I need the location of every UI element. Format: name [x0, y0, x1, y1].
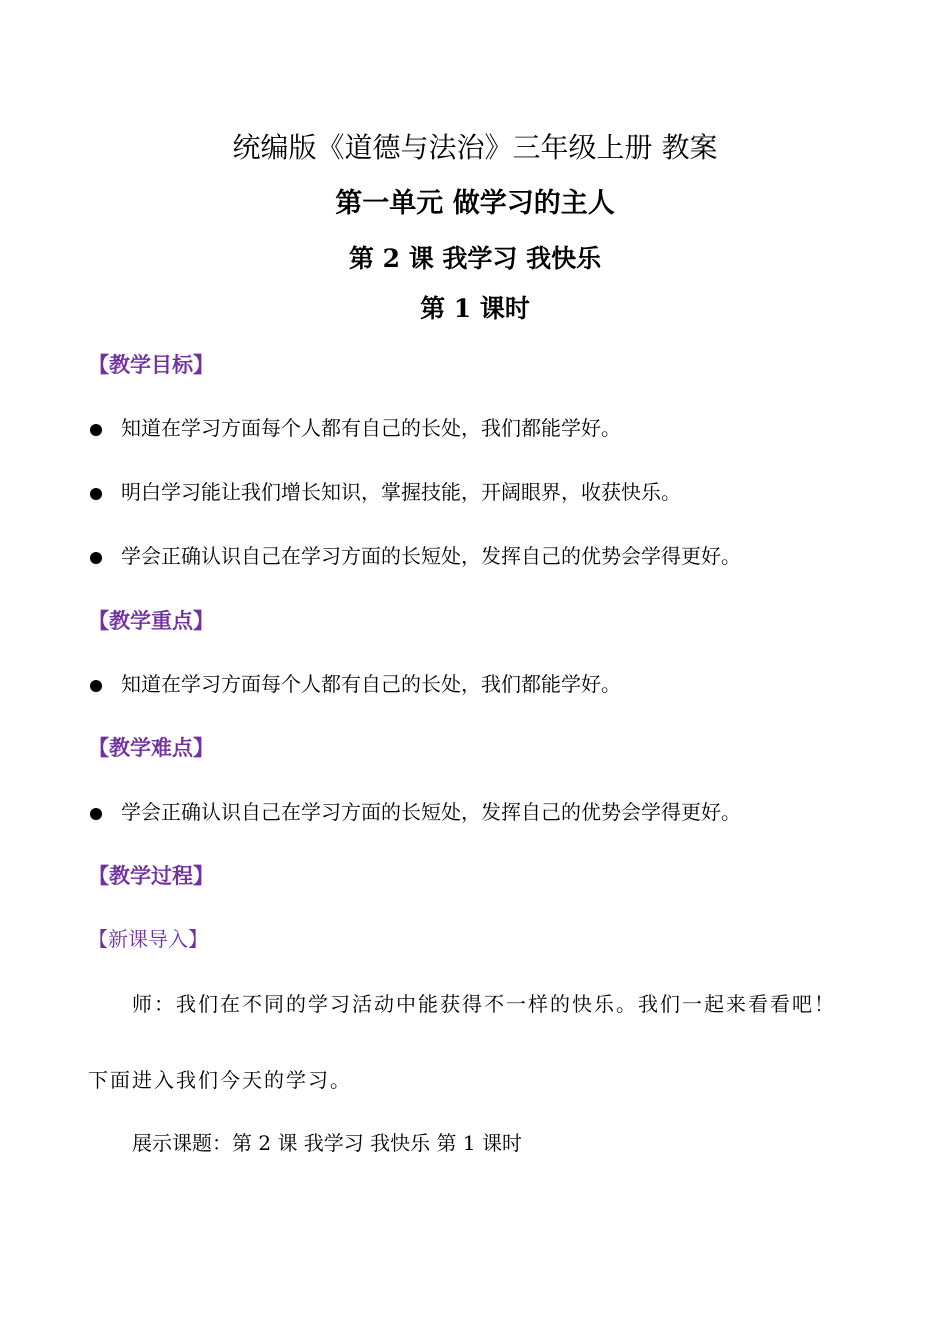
- key-point-item: [88, 669, 621, 699]
- teacher-line-continued: 下面进入我们今天的学习。: [88, 1068, 352, 1092]
- objective-item: [88, 541, 741, 571]
- key-point-text: 知道在学习方面每个人都有自己的长处，我们都能学好。: [121, 672, 621, 696]
- unit-title: 第一单元 做学习的主人: [335, 188, 615, 219]
- bullet-icon: [90, 552, 102, 564]
- objective-text: 明白学习能让我们增长知识，掌握技能，开阔眼界，收获快乐。: [121, 480, 681, 504]
- difficulty-item: [88, 797, 741, 827]
- bullet-icon: [90, 488, 102, 500]
- document-title: 统编版《道德与法治》三年级上册 教案: [232, 131, 718, 164]
- period-title: 第 1 课时: [420, 294, 530, 323]
- difficulties-heading: 【教学难点】: [88, 736, 214, 760]
- difficulty-text: 学会正确认识自己在学习方面的长短处，发挥自己的优势会学得更好。: [121, 800, 741, 824]
- show-topic-line: 展示课题：第 2 课 我学习 我快乐 第 1 课时: [132, 1131, 522, 1155]
- bullet-icon: [90, 424, 102, 436]
- objective-item: [88, 477, 681, 507]
- lesson-title: 第 2 课 我学习 我快乐: [348, 244, 602, 273]
- intro-heading: 【新课导入】: [88, 927, 208, 951]
- objective-text: 学会正确认识自己在学习方面的长短处，发挥自己的优势会学得更好。: [121, 544, 741, 568]
- key-points-heading: 【教学重点】: [88, 609, 214, 633]
- objective-item: [88, 413, 621, 443]
- objective-text: 知道在学习方面每个人都有自己的长处，我们都能学好。: [121, 416, 621, 440]
- objectives-heading: 【教学目标】: [88, 353, 214, 377]
- process-heading: 【教学过程】: [88, 864, 214, 888]
- teacher-line: 师：我们在不同的学习活动中能获得不一样的快乐。我们一起来看看吧！: [132, 992, 836, 1016]
- bullet-icon: [90, 808, 102, 820]
- bullet-icon: [90, 680, 102, 692]
